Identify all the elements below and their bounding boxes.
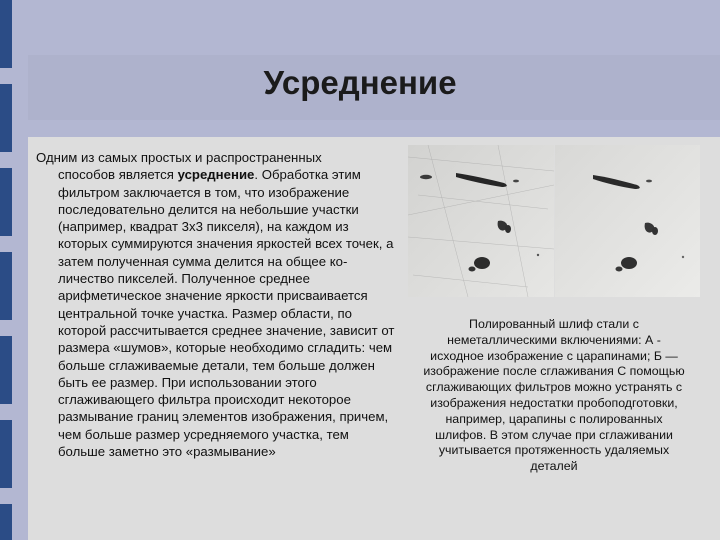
micrograph-pair	[408, 145, 700, 297]
slide-title: Усреднение	[263, 64, 457, 101]
body-post-bold: . Обработка этим фильтром заключается в том, что изображение последовательно делится на небольшие участки (например, квадрат 3х3 пикселя), на каждом из которых суммируются значения яркостей всех точек, а затем полученная сумма делится на общее ко-личество пикселей. Полученное среднее арифметическое значение яркости присваивается центральной точке участка. Размер области, по которой рассчитывается среднее значение, зависит от размера «шумов», которые необходимо сгладить: чем больше сглаживаемые детали, тем больше должен быть ее размер. При использовании этого сглаживающего фильтра происходит некоторое размывание границ элементов изображения, причем, чем больше размер усредняемого участка, тем больше заметно это «размывание»	[58, 167, 395, 460]
image-caption: Полированный шлиф стали с неметаллическими включениями: А - исходное изображение с царапинами; Б — изображение после сглаживания С помощью сглаживающих фильтров можно устранять с изображения недостатки пробоподготовки, например, царапины с полированных шлифов. В этом случае при сглаживании учитывается протяженность удаляемых деталей	[423, 317, 685, 474]
body-first-line: Одним из самых простых и распространенных	[36, 150, 322, 165]
stripe-4	[0, 252, 12, 320]
stripe-5	[0, 336, 12, 404]
body-bold-term: усреднение	[177, 167, 255, 183]
body-rest	[36, 166, 398, 460]
micrograph-original-image	[408, 145, 554, 297]
stripe-7	[0, 504, 12, 540]
micrograph-smoothed-image	[555, 145, 700, 297]
body-text	[36, 149, 398, 460]
stripe-1	[0, 0, 12, 68]
stripe-3	[0, 168, 12, 236]
stripe-6	[0, 420, 12, 488]
body-pre-bold: способов является	[58, 167, 178, 183]
